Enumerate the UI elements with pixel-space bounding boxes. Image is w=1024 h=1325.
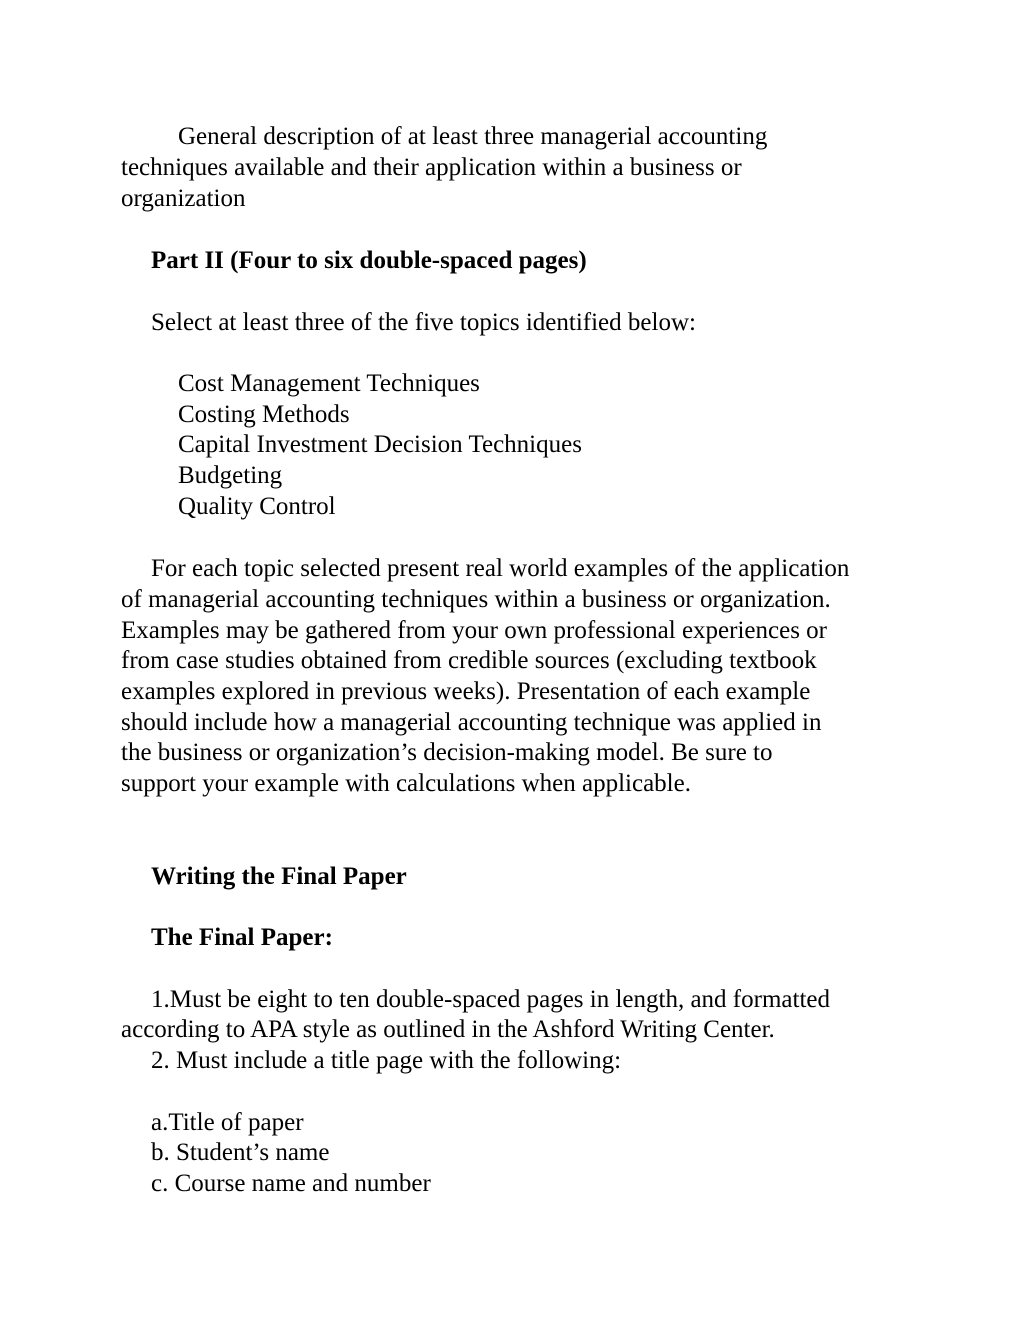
topic-item: Quality Control bbox=[178, 493, 336, 520]
description-line: the business or organization’s decision-making model. Be sure to bbox=[121, 739, 773, 766]
part2-instruction: Select at least three of the five topics identified below: bbox=[151, 309, 696, 336]
topic-item: Cost Management Techniques bbox=[178, 370, 480, 397]
description-line: of managerial accounting techniques within a business or organization. bbox=[121, 586, 831, 613]
intro-line: General description of at least three managerial accounting bbox=[178, 123, 768, 150]
description-line: should include how a managerial accounting technique was applied in bbox=[121, 709, 822, 736]
final-paper-heading: Writing the Final Paper bbox=[151, 863, 407, 890]
part2-heading: Part II (Four to six double-spaced pages) bbox=[151, 247, 587, 274]
intro-line: organization bbox=[121, 185, 246, 212]
requirement-line: 1.Must be eight to ten double-spaced pages in length, and formatted bbox=[151, 986, 830, 1013]
requirement-line: according to APA style as outlined in the Ashford Writing Center. bbox=[121, 1016, 775, 1043]
description-line: examples explored in previous weeks). Presentation of each example bbox=[121, 678, 811, 705]
description-line: For each topic selected present real world examples of the application bbox=[151, 555, 850, 582]
title-page-item: c. Course name and number bbox=[151, 1170, 431, 1197]
intro-line: techniques available and their application within a business or bbox=[121, 154, 742, 181]
title-page-item: b. Student’s name bbox=[151, 1139, 330, 1166]
title-page-item: a.Title of paper bbox=[151, 1109, 304, 1136]
description-line: support your example with calculations when applicable. bbox=[121, 770, 691, 797]
final-paper-subheading: The Final Paper: bbox=[151, 924, 333, 951]
topic-item: Capital Investment Decision Techniques bbox=[178, 431, 582, 458]
topic-item: Costing Methods bbox=[178, 401, 350, 428]
description-line: from case studies obtained from credible sources (excluding textbook bbox=[121, 647, 817, 674]
requirement-line: 2. Must include a title page with the following: bbox=[151, 1047, 622, 1074]
topic-item: Budgeting bbox=[178, 462, 283, 489]
description-line: Examples may be gathered from your own professional experiences or bbox=[121, 617, 828, 644]
